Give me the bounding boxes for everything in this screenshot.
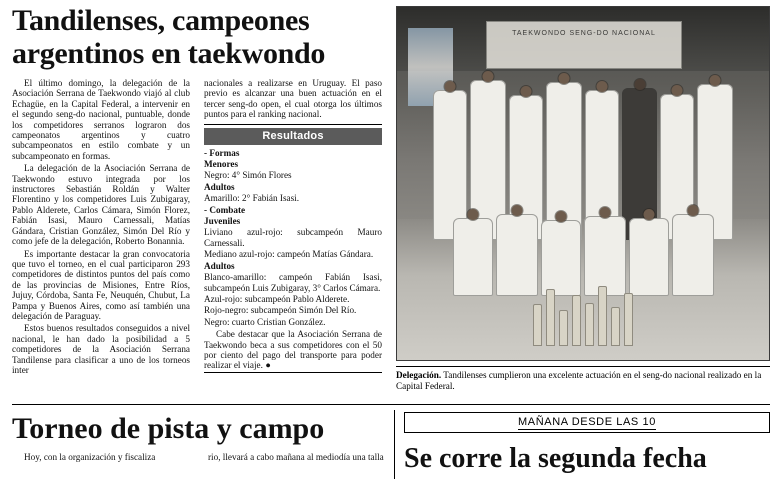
trophies-group bbox=[442, 286, 725, 346]
section-divider bbox=[12, 404, 770, 405]
result-line: Rojo-negro: subcampeón Simón Del Río. bbox=[204, 305, 357, 316]
article-column-2 bbox=[204, 78, 382, 377]
page-title: Tandilenses, campeones argentinos en taekwondo bbox=[12, 4, 326, 70]
trophy bbox=[585, 303, 594, 346]
result-line: Menores bbox=[204, 159, 239, 170]
person bbox=[584, 216, 626, 296]
photo-people-row-front bbox=[397, 205, 769, 297]
paragraph: Es importante destacar la gran convocatoria que tuvo el torneo, en el cual participaron 293 competidores de distintos puntos del país como de las provincias de Misiones, Entre Ríos, Jujuy, Córdoba, Santa Fe, Neuquén, Chubut, La Pampa y Buenos Aires, como así también una delegación de Paraguay. bbox=[12, 248, 190, 321]
bottom-left-columns bbox=[12, 452, 390, 464]
result-line: Liviano azul-rojo: subcampeón Mauro Carnessali. bbox=[204, 227, 382, 248]
photo-block bbox=[396, 6, 770, 392]
bottom-right-headline: Se corre la segunda fecha bbox=[404, 443, 707, 474]
bottom-right-article bbox=[404, 412, 770, 474]
paragraph: El último domingo, la delegación de la Asociación Serrana de Taekwondo viajó al club Echagüe, en la Capital Federal, a intervenir en el segundo seng-do nacional, puntuable, donde los competidores serranos lograron dos campeonatos argentinos y cuatro subcampeonatos en estilo combate y un subcampeonato en formas. bbox=[12, 78, 190, 161]
result-line: - Combate bbox=[204, 204, 246, 215]
person bbox=[629, 218, 669, 296]
trophy bbox=[611, 307, 620, 346]
person bbox=[672, 214, 714, 296]
result-line: Azul-rojo: subcampeón Pablo Alderete. bbox=[204, 293, 350, 304]
person bbox=[496, 214, 538, 296]
result-line: Blanco-amarillo: campeón Fabián Isasi, subcampeón Luis Zubigaray, 3° Carlos Cámara. bbox=[204, 272, 382, 293]
article-columns bbox=[12, 78, 382, 377]
trophy bbox=[533, 304, 542, 346]
photo-banner-text: TAEKWONDO SENG-DO NACIONAL bbox=[512, 30, 656, 38]
bottom-left-column-1 bbox=[12, 452, 194, 464]
article-column-1 bbox=[12, 78, 190, 377]
paragraph: La delegación de la Asociación Serrana de Taekwondo estuvo integrada por los instructores Sebastián Roldán y Walter Florentino y los competidores Luis Zubigaray, Pablo Alderete, Carlos Cámara, Simón Florez, Fabián Isasi, Mauro Carnessali, Matías Gándara, Cristian González, Simón Del Río y como jefe de la delegación, Roberto Bonannia. bbox=[12, 163, 190, 247]
kicker-text: MAÑANA DESDE LAS 10 bbox=[518, 416, 656, 428]
results-box bbox=[204, 124, 382, 373]
result-line: - Formas bbox=[204, 147, 240, 158]
result-line: Negro: cuarto Cristian González. bbox=[204, 316, 326, 327]
paragraph: Estos buenos resultados conseguidos a nivel nacional, le han dado la posibilidad a 5 competidores de la Asociación Serrana Tandilense para clasificar a uno de los torneos inter bbox=[12, 323, 190, 375]
column-divider bbox=[394, 410, 395, 479]
paragraph: nacionales a realizarse en Uruguay. El paso previo es alcanzar una buen actuación en el tercer seng-do open, el cual otorga los últimos puntos para el ranking nacional. bbox=[204, 78, 382, 120]
result-line: Adultos bbox=[204, 260, 235, 271]
paragraph: Hoy, con la organización y fiscaliza bbox=[24, 452, 156, 462]
result-line: Juveniles bbox=[204, 216, 241, 227]
result-line: Mediano azul-rojo: campeón Matías Gándara. bbox=[204, 249, 374, 260]
bottom-right-kicker bbox=[404, 412, 770, 433]
result-line: Amarillo: 2° Fabián Isasi. bbox=[204, 193, 300, 204]
trophy bbox=[572, 295, 581, 346]
results-list bbox=[204, 145, 382, 371]
result-line: Negro: 4° Simón Flores bbox=[204, 170, 292, 181]
bottom-left-headline: Torneo de pista y campo bbox=[12, 412, 325, 445]
bottom-left-article bbox=[12, 412, 390, 464]
caption-lead: Delegación. bbox=[396, 370, 442, 380]
person bbox=[453, 218, 493, 296]
team-photo bbox=[396, 6, 770, 361]
bottom-left-column-2 bbox=[208, 452, 390, 464]
main-article bbox=[12, 4, 382, 377]
caption-text: Tandilenses cumplieron una excelente actuación en el seng-do nacional realizado en la Capital Federal. bbox=[396, 370, 762, 391]
photo-banner bbox=[486, 21, 681, 69]
result-line: Adultos bbox=[204, 181, 235, 192]
results-closing: Cabe destacar que la Asociación Serrana de Taekwondo beca a sus competidores con el 50 por ciento del pago del transporte para poder realizar el viaje. ● bbox=[204, 329, 382, 371]
photo-caption bbox=[396, 366, 770, 392]
trophy bbox=[598, 286, 607, 346]
paragraph: rio, llevará a cabo mañana al mediodía una talla bbox=[208, 452, 384, 462]
trophy bbox=[546, 289, 555, 346]
trophy bbox=[624, 293, 633, 346]
trophy bbox=[559, 310, 568, 346]
results-title: Resultados bbox=[204, 128, 382, 145]
